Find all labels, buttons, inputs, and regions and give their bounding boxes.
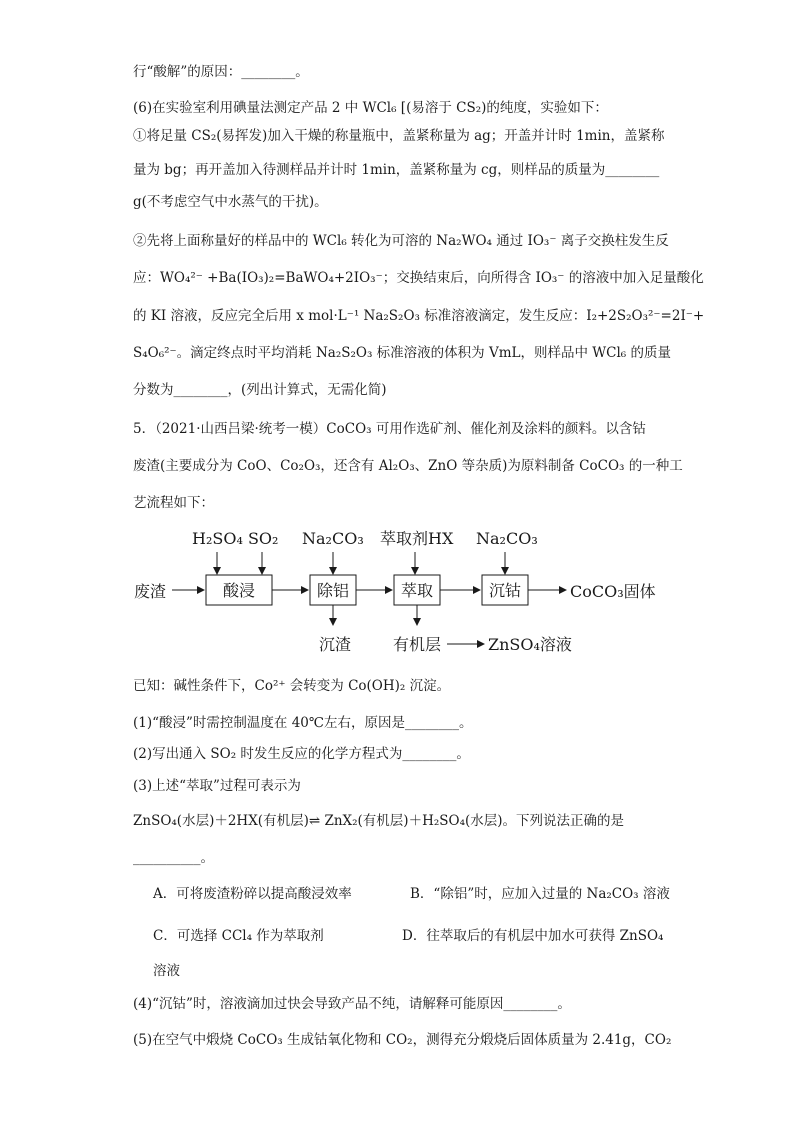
text-line: 艺流程如下： <box>133 495 214 511</box>
answer-blank-line: __________。 <box>133 850 214 866</box>
question-5-title: 5．（2021·山西吕梁·统考一模）CoCO₃ 可用作选矿剂、催化剂及涂料的颜料。以含钴 <box>133 421 646 437</box>
process-flow-diagram <box>0 522 794 662</box>
byproduct-label: 有机层 <box>393 635 442 654</box>
option-c: C．可选择 CCl₄ 作为萃取剂 <box>153 928 324 944</box>
text-line: S₄O₆²⁻。滴定终点时平均消耗 Na₂S₂O₃ 标准溶液的体积为 VmL，则样品中 WCl₆ 的质量 <box>133 345 671 361</box>
text-line: g(不考虑空气中水蒸气的干扰)。 <box>133 194 328 210</box>
flow-start-label: 废渣 <box>134 582 167 601</box>
text-line: 分数为________，(列出计算式，无需化简) <box>133 382 387 398</box>
process-step-label: 萃取 <box>400 581 434 600</box>
question-item: (3)上述“萃取”过程可表示为 <box>133 778 301 794</box>
process-step-label: 沉钴 <box>488 581 522 600</box>
reagent-label: H₂SO₄ SO₂ <box>192 529 279 548</box>
option-d-continued: 溶液 <box>153 963 180 979</box>
process-step-label: 酸浸 <box>222 581 256 600</box>
question-6-title: (6)在实验室利用碘量法测定产品 2 中 WCl₆ [(易溶于 CS₂)的纯度，实验如下： <box>133 100 608 116</box>
question-item: (2)写出通入 SO₂ 时发生反应的化学方程式为________。 <box>133 746 470 762</box>
text-line: ②先将上面称量好的样品中的 WCl₆ 转化为可溶的 Na₂WO₄ 通过 IO₃⁻ 离子交换柱发生反 <box>133 233 669 249</box>
text-line: 行“酸解”的原因：________。 <box>133 64 309 80</box>
text-line: 量为 bg；再开盖加入待测样品并计时 1min，盖紧称量为 cg，则样品的质量为________ <box>133 162 660 178</box>
text-line: 废渣(主要成分为 CoO、Co₂O₃，还含有 Al₂O₃、ZnO 等杂质)为原料制备 CoCO₃ 的一种工 <box>133 458 683 474</box>
byproduct-label: ZnSO₄溶液 <box>488 635 572 654</box>
option-a: A．可将废渣粉碎以提高酸浸效率 <box>153 886 352 902</box>
equation-line: ZnSO₄(水层)＋2HX(有机层)⇌ ZnX₂(有机层)＋H₂SO₄(水层)。下列说法正确的是 <box>133 813 625 829</box>
process-step-label: 除铝 <box>316 581 350 600</box>
text-line: 的 KI 溶液，反应完全后用 x mol·L⁻¹ Na₂S₂O₃ 标准溶液滴定，发生反应：I₂+2S₂O₃²⁻=2I⁻+ <box>133 308 705 324</box>
text-line: ①将足量 CS₂(易挥发)加入干燥的称量瓶中，盖紧称量为 ag；开盖并计时 1min，盖紧称 <box>133 128 665 144</box>
reagent-label: Na₂CO₃ <box>476 529 538 548</box>
byproduct-label: 沉渣 <box>319 635 352 654</box>
reagent-label: 萃取剂HX <box>380 529 454 548</box>
option-d: D．往萃取后的有机层中加水可获得 ZnSO₄ <box>402 928 664 944</box>
text-line: 应：WO₄²⁻ +Ba(IO₃)₂=BaWO₄+2IO₃⁻；交换结束后，向所得含 IO₃⁻ 的溶液中加入足量酸化 <box>133 270 704 286</box>
question-item: (4)“沉钴”时，溶液滴加过快会导致产品不纯，请解释可能原因________。 <box>133 996 571 1012</box>
question-item: (1)“酸浸”时需控制温度在 40℃左右，原因是________。 <box>133 715 473 731</box>
flow-product-label: CoCO₃固体 <box>570 582 656 601</box>
text-line: 已知：碱性条件下，Co²⁺ 会转变为 Co(OH)₂ 沉淀。 <box>133 678 451 694</box>
option-b: B．“除铝”时，应加入过量的 Na₂CO₃ 溶液 <box>410 886 670 902</box>
reagent-label: Na₂CO₃ <box>302 529 364 548</box>
question-item: (5)在空气中煅烧 CoCO₃ 生成钴氧化物和 CO₂，测得充分煅烧后固体质量为 2.41g，CO₂ <box>133 1032 672 1048</box>
